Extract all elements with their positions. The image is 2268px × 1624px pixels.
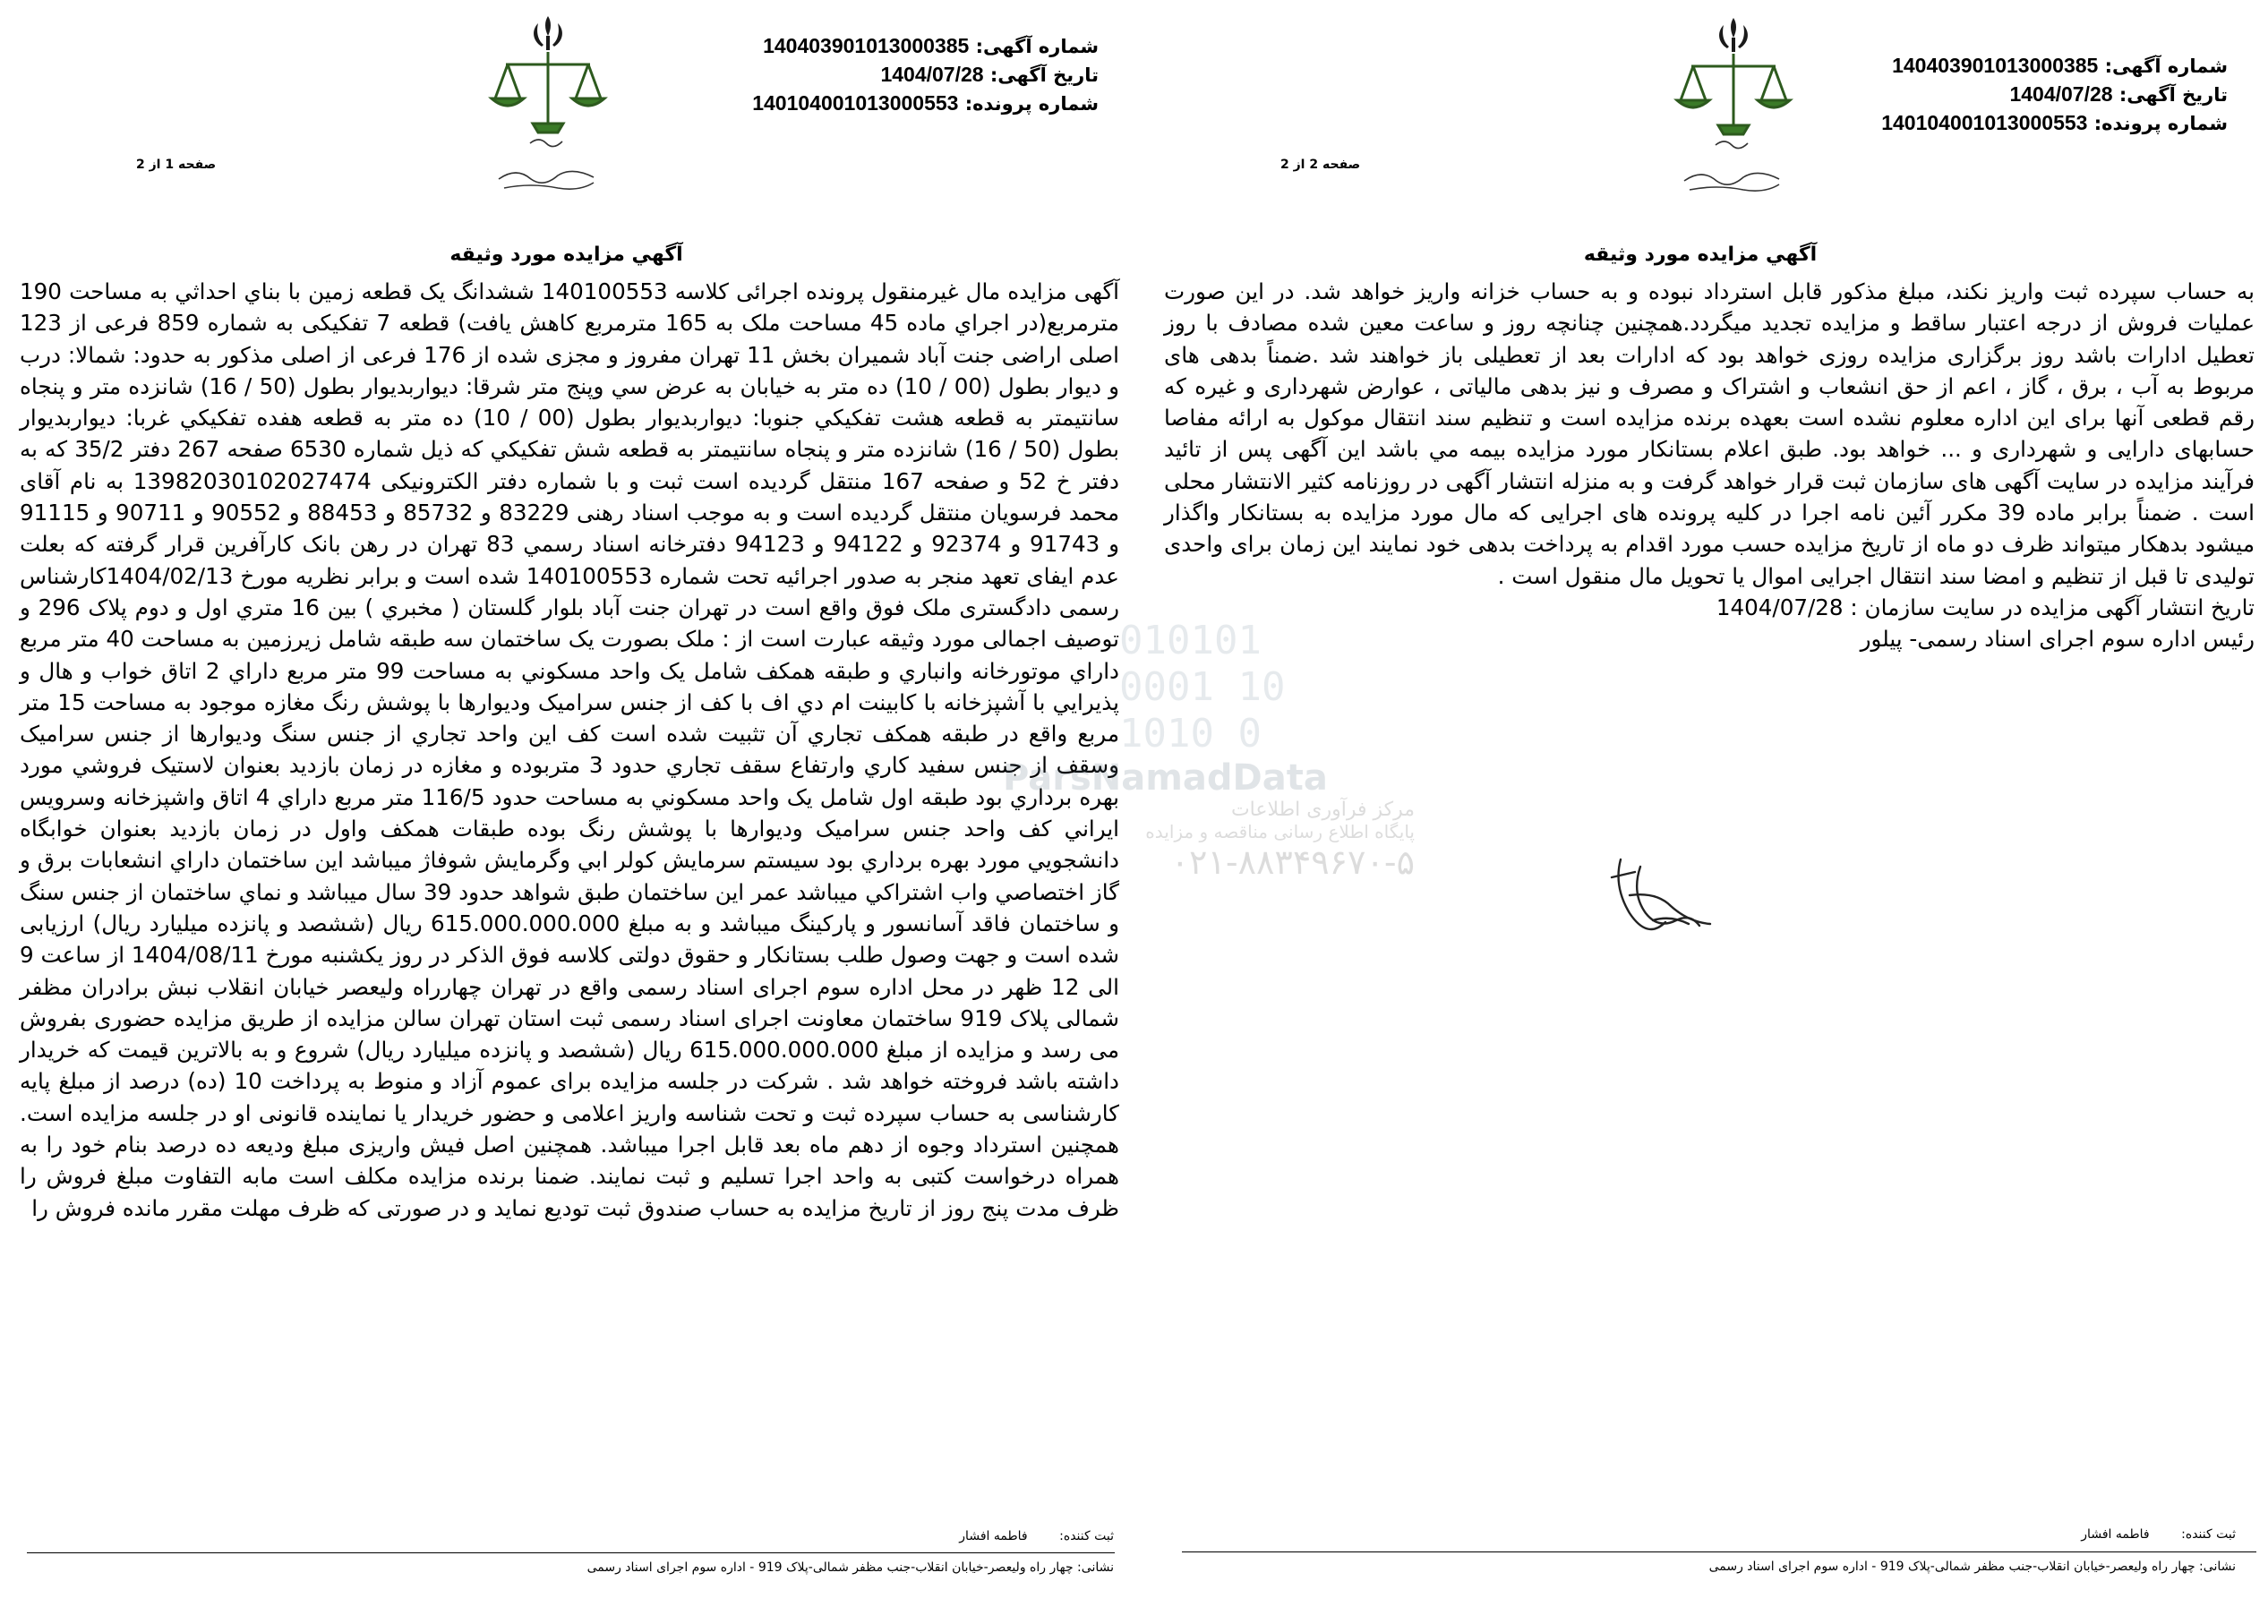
case-number: 140104001013000553 (1881, 111, 2088, 134)
ad-number-label: شماره آگهی: (975, 36, 1099, 57)
ad-date: 1404/07/28 (880, 63, 984, 86)
address-line: نشانی: چهار راه وليعصر-خيابان انقلاب-جنب مظفر شمالی-پلاک 919 - اداره سوم اجرای اسناد رسمی (1708, 1560, 2236, 1574)
watermark-digits: 010101 0001 10 1010 0 (1119, 618, 1286, 756)
page-2 (1133, 0, 2268, 1624)
notice-body: به حساب سپرده ثبت واريز نکند، مبلغ مذکور قابل استرداد نبوده و به حساب خزانه واريز خواهد شد. در اين صورت عمليات فروش از درجه اعتبار ساقط و مزايده تجديد ميگردد.همچنين چنانچه روز و ساعت معين شده مصادف با روز تعطيل ادارات باشد روز برگزاری مزايده روزی خواهد بود که ادارات بعد از تعطيلی باز خواهند شد .ضمناً بدهی های مربوط به آب ، برق ، گاز ، اعم از حق انشعاب و اشتراک و مصرف و نيز بدهی مالياتی ، عوارض شهرداری و غيره که رقم قطعی آنها برای اين اداره معلوم نشده است بعهده برنده مزايده است و تنظيم سند انتقال موکول به ارائه مفاصا حسابهای دارايی و شهرداری و ... خواهد بود. طبق اعلام بستانکار مورد مزايده بيمه مي باشد اين آگهی پس از تائيد فرآيند مزايده در سايت آگهی های سازمان ثبت قرار خواهد گرفت و به منزله انتشار آگهی در روزنامه کثير الانتشار محلی است . ضمناً برابر ماده 39 مکرر آئين نامه اجرا در کليه پرونده های اجرايی که مال مورد مزايده به بستانکار واگذار ميشود بدهکار ميتواند ظرف دو ماه از تاريخ مزايده حسب مورد اقدام به پرداخت بدهی خود نمايند اين زمان برای واحدی توليدی تا قبل از تنظيم و امضا سند انتقال اجرايی اموال يا تحويل مال منقول است . (1164, 278, 2255, 589)
watermark-line1: مرکز فرآوری اطلاعات (1230, 799, 1415, 821)
publish-date-line: تاريخ انتشار آگهی مزايده در سايت سازمان : 1404/07/28 (1716, 594, 2255, 620)
footer-divider (27, 1552, 1115, 1553)
page-title: آگهي مزايده مورد وثيقه (449, 244, 683, 266)
ad-number: 140403901013000385 (1892, 54, 2099, 77)
registrar-name: فاطمه افشار (2081, 1527, 2150, 1542)
page-1 (0, 0, 1133, 1624)
body-text (20, 276, 1119, 1224)
signer-title: رئيس اداره سوم اجرای اسناد رسمی- پيلور (1860, 626, 2255, 653)
notice-body: آگهی مزایده مال غیرمنقول پرونده اجرائی کلاسه 140100553 ششدانگ یک قطعه زمین با بناي احداثي به مساحت 190 مترمربع(در اجراي ماده 45 مساحت ملک به 165 مترمربع کاهش یافت) قطعه 7 تفکیکی به شماره 859 فرعی از 123 اصلی اراضی جنت آباد شمیران بخش 11 تهران مفروز و مجزی شده از 176 فرعی از اصلی مذکور به حدود: شمالا: درب و دیوار بطول (00 / 10) ده متر به خیابان به عرض سي وپنج متر شرقا: دیواربدیوار بطول (50 / 16) شانزده متر و پنجاه سانتیمتر به قطعه هشت تفکيکي جنوبا: ديواربديوار بطول (00 / 10) ده متر به قطعه هفده تفکيکي غربا: ديواربديوار بطول (50 / 16) شانزده متر و پنجاه سانتيمتر به قطعه شش تفکيکي که ذيل شماره 6530 صفحه 267 دفتر 35/2 که به دفتر خ 52 و صفحه 167 منتقل گرديده است ثبت و با شماره دفتر الکترونيکی 13982030102027474 به نام آقای محمد فرسویان منتقل گردیده است و به موجب اسناد رهنی 83229 و 85732 و 88453 و 90552 و 90711 و 91115 و 91743 و 92374 و 94122 و 94123 دفترخانه اسناد رسمي 83 تهران در رهن بانک کارآفرین قرار گرفته که بعلت عدم ایفای تعهد منجر به صدور اجرائیه تحت شماره 140100553 شده است و برابر نظريه مورخ 1404/02/13کارشناس رسمی دادگستری ملک فوق واقع است در تهران جنت آباد بلوار گلستان ( مخبري ) بين 16 متري اول و دوم پلاک 296 و توصيف اجمالی مورد وثيقه عبارت است از : ملک بصورت یک ساختمان سه طبقه شامل زيرزمين به مساحت 40 متر مربع داراي موتورخانه وانباري و طبقه همکف شامل يک واحد مسكوني به مساحت 99 متر مربع داراي 2 اتاق خواب و هال و پذيرايي با آشپزخانه با کابينت ام دي اف با کف از جنس سرامیک وديوارها با پوشش رنگ مغازه موجود به مساحت 15 متر مربع واقع در طبقه همکف تجاري آن تثبیت شده است کف اين واحد تجاري از جنس سنگ وديوارها از جنس سراميک وسقف از جنس سفيد کاري وارتفاع سقف تجاري حدود 3 متربوده و مغازه در زمان بازديد بعنوان لاستيک فروشي مورد بهره برداري بود طبقه اول شامل يک واحد مسکوني به مساحت حدود 116/5 متر مربع داراي 4 اتاق واشپزخانه وسرويس ايراني کف واحد جنس سراميک وديوارها با پوشش رنگ بوده طبقات همکف واول در زمان بازديد بعنوان خوابگاه دانشجويي مورد بهره برداري بود سيستم سرمايش کولر ابي وگرمايش شوفاژ ميباشد اين ساختمان داراي انشعابات برق و گاز اختصاصي واب اشتراکي ميباشد عمر اين ساختمان طبق شواهد حدود 39 سال ميباشد و نماي ساختمان از جنس سنگ و ساختمان فاقد آسانسور و پارکينگ ميباشد و به مبلغ 615.000.000.000 ريال (ششصد و پانزده ميليارد ريال) ارزيابی شده است و جهت وصول طلب بستانکار و حقوق دولتی کلاسه فوق الذکر در روز يکشنبه مورخ 1404/08/11 از ساعت 9 الی 12 ظهر در محل اداره سوم اجرای اسناد رسمی واقع در تهران چهارراه وليعصر خيابان انقلاب نبش برادران مظفر شمالی پلاک 919 ساختمان معاونت اجرای اسناد رسمی ثبت استان تهران سالن مزايده از طريق مزايده حضوری بفروش می رسد و مزايده از مبلغ 615.000.000.000 ريال (ششصد و پانزده ميليارد ريال) شروع و به بالاترين قيمت که خريدار داشته باشد فروخته خواهد شد . شرکت در جلسه مزايده برای عموم آزاد و منوط به پرداخت 10 (ده) درصد از مبلغ پايه کارشناسی به حساب سپرده ثبت و تحت شناسه واريز اعلامی و حضور خريدار يا نماينده قانونی او در جلسه مزايده است. همچنين استرداد وجوه از دهم ماه بعد قابل اجرا ميباشد. همچنين اصل فيش واريزی مبلغ وديعه ده درصد بنام خود را به همراه درخواست کتبی به واحد اجرا تسليم و ثبت نمايند. ضمنا برنده مزايده مکلف است مابه التفاوت مبلغ فروش را ظرف مدت پنج روز از تاريخ مزايده به حساب صندوق ثبت توديع نمايد و در صورتی که ظرف مهلت مقرر مانده فروش را (20, 278, 1120, 1221)
ad-number: 140403901013000385 (763, 34, 970, 57)
registrar-line (959, 1529, 1114, 1543)
ad-date-label: تاریخ آگهی: (2118, 84, 2228, 106)
watermark-phone: ۰۲۱-۸۸۳۴۹۶۷۰-۵ (1170, 842, 1415, 882)
watermark-line2: پایگاه اطلاع رسانی مناقصه و مزایده (1145, 821, 1415, 842)
footer-divider (1182, 1551, 2256, 1552)
registrar-label: ثبت کننده: (1059, 1529, 1114, 1543)
ad-number-label: شماره آگهی: (2104, 56, 2228, 77)
page-number: صفحه 1 از 2 (136, 158, 217, 172)
page-title: آگهي مزايده مورد وثيقه (1583, 244, 1818, 266)
judiciary-emblem-icon (481, 9, 615, 201)
case-number: 140104001013000553 (752, 91, 959, 115)
case-number-label: شماره پرونده: (2093, 113, 2228, 134)
page-number: صفحه 2 از 2 (1280, 158, 1361, 172)
case-number-label: شماره پرونده: (964, 93, 1099, 115)
watermark-brand: ParsNamadData (1003, 757, 1328, 799)
ad-date: 1404/07/28 (2009, 82, 2113, 106)
judiciary-emblem-icon (1666, 11, 1801, 203)
body-text (1164, 276, 2255, 655)
ad-header (752, 32, 1099, 118)
registrar-line (2081, 1527, 2236, 1542)
address-line: نشانی: چهار راه وليعصر-خيابان انقلاب-جنب مظفر شمالی-پلاک 919 - اداره سوم اجرای اسناد رسمی (586, 1560, 1114, 1575)
ad-header (1881, 52, 2228, 138)
registrar-label: ثبت کننده: (2181, 1527, 2236, 1542)
signature (1594, 842, 1728, 958)
registrar-name: فاطمه افشار (959, 1529, 1028, 1543)
ad-date-label: تاریخ آگهی: (989, 64, 1099, 86)
